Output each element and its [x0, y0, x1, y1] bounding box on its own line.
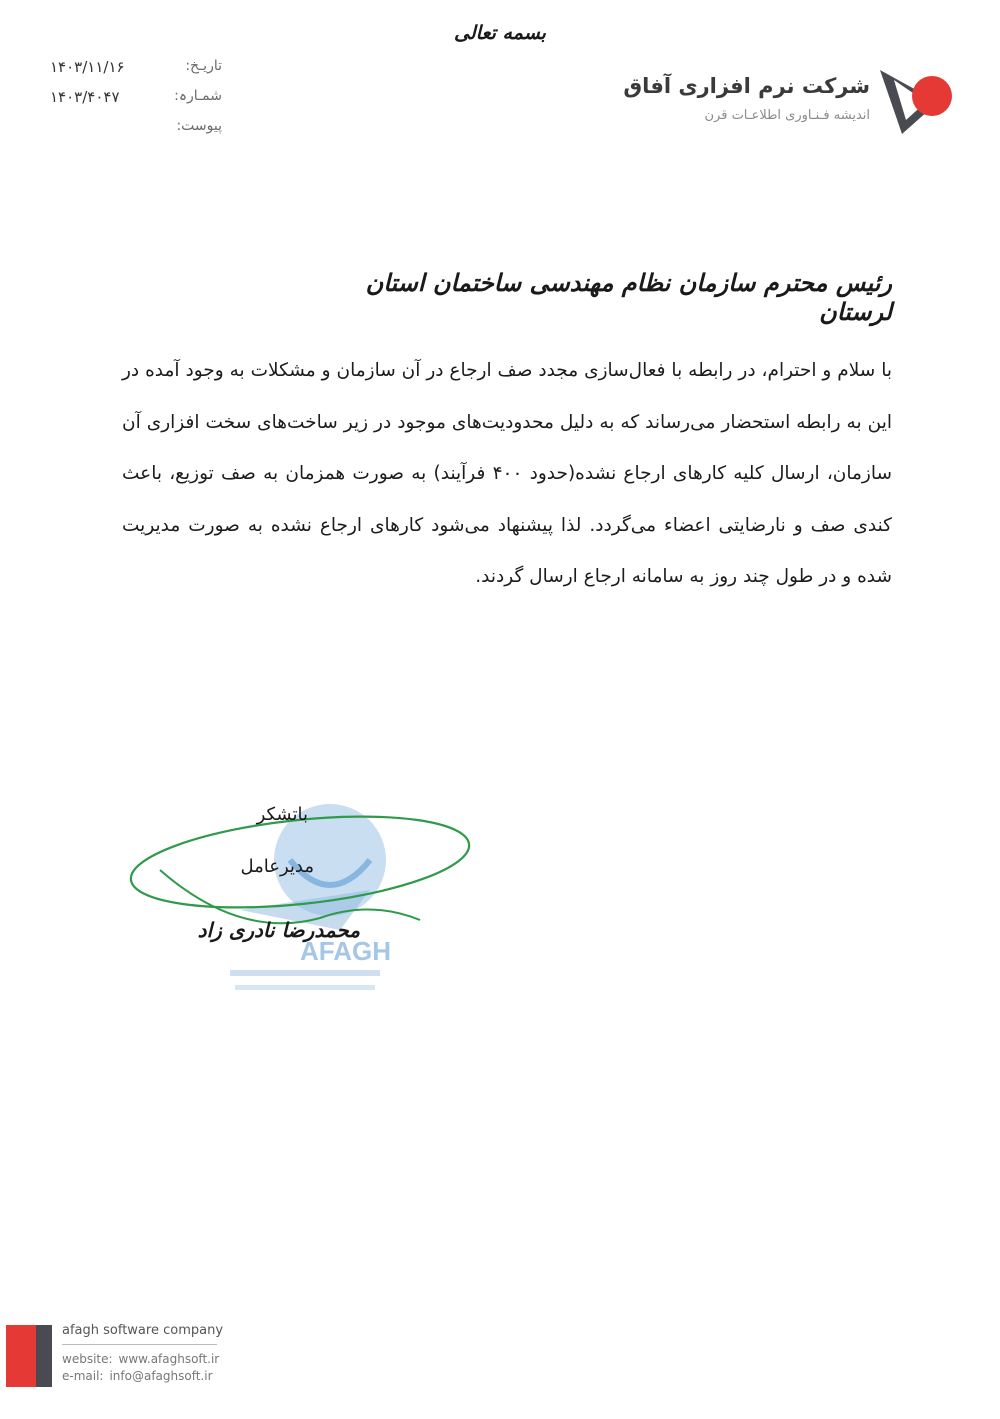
recipient-salutation: رئیس محترم سازمان نظام مهندسی ساختمان استان لرستان [365, 268, 892, 326]
email-label: e-mail: [62, 1369, 104, 1383]
closing-thanks: باتشکر [256, 804, 308, 825]
number-value: ۱۴۰۳/۴۰۴۷ [50, 88, 120, 106]
letter-meta [40, 58, 230, 148]
company-stamp [120, 800, 480, 1010]
number-row [40, 88, 230, 118]
invocation-heading: بسمه تعالی [454, 22, 546, 44]
email-value[interactable]: info@afaghsoft.ir [109, 1369, 213, 1383]
date-label: تاریـخ: [185, 58, 222, 74]
attachment-row [40, 118, 230, 148]
company-header [550, 74, 870, 123]
stamp-text: AFAGH [300, 936, 391, 966]
attachment-label: پیوست: [176, 118, 222, 134]
number-label: شمـارہ: [174, 88, 222, 104]
date-value: ۱۴۰۳/۱۱/۱۶ [50, 58, 125, 76]
footer-divider [62, 1344, 217, 1345]
footer-company-name: afagh software company [62, 1323, 224, 1338]
date-row [40, 58, 230, 88]
website-label: website: [62, 1352, 113, 1366]
company-tagline: اندیشه فـنـاوری اطلاعـات قرن [704, 108, 870, 123]
signer-role: مدیرعامل [240, 856, 314, 877]
website-value[interactable]: www.afaghsoft.ir [118, 1352, 220, 1366]
footer-email [62, 1369, 213, 1383]
footer-brand-mark [6, 1325, 52, 1387]
footer-website [62, 1352, 219, 1366]
letter-body: با سلام و احترام، در رابطه با فعال‌سازی مجدد صف ارجاع در آن سازمان و مشکلات به وجود آمده در این به رابطه استحضار می‌رساند که به دلیل محدودیت‌های موجود در زیر ساخت‌های سخت افزاری آن سازمان، ارسال کلیه کارهای ارجاع نشده(حدود ۴۰۰ فرآیند) به صورت همزمان به صف توزیع، باعث کندی صف و نارضایتی اعضاء می‌گردد. لذا پیشنهاد می‌شود کارهای ارجاع نشده به صورت مدیریت شده و در طول چند روز به سامانه ارجاع ارسال گردند. [122, 360, 892, 587]
company-name: شرکت نرم افزاری آفاق [623, 74, 870, 98]
signer-name: محمدرضا نادری زاد [197, 918, 360, 942]
afagh-logo-icon [880, 66, 960, 138]
